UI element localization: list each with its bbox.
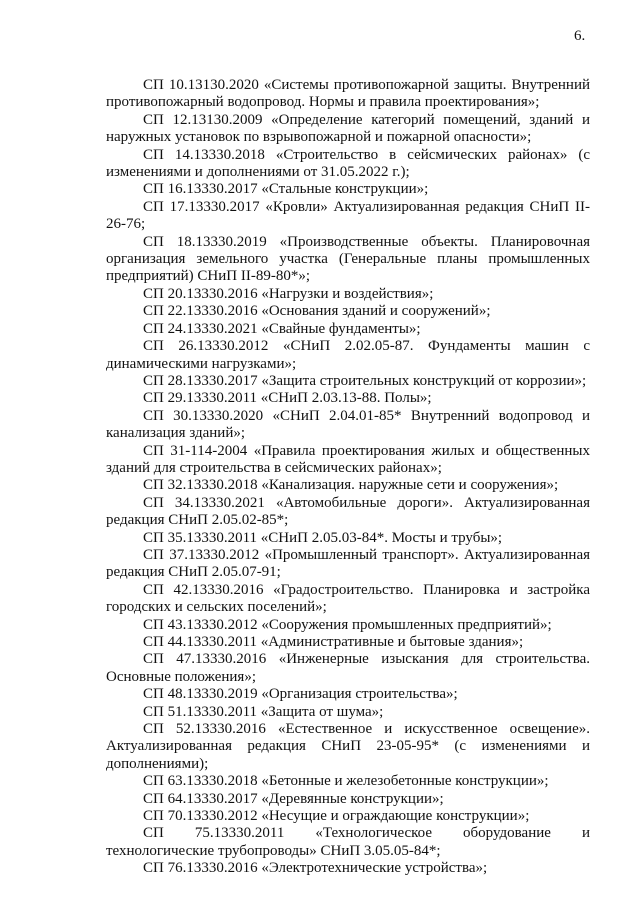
list-item: СП 28.13330.2017 «Защита строительных конструкций от коррозии»; bbox=[143, 372, 587, 389]
list-item: СП 64.13330.2017 «Деревянные конструкции»; bbox=[143, 790, 444, 807]
list-item: СП 51.13330.2011 «Защита от шума»; bbox=[143, 703, 384, 720]
list-item: СП 22.13330.2016 «Основания зданий и сооружений»; bbox=[143, 303, 491, 320]
list-item: СП 26.13330.2012 «СНиП 2.02.05-87. Фундаменты машин с динамическими нагрузками»; bbox=[106, 338, 590, 372]
list-item: СП 20.13330.2016 «Нагрузки и воздействия»; bbox=[143, 285, 434, 302]
list-item: СП 42.13330.2016 «Градостроительство. Планировка и застройка городских и сельских поселений»; bbox=[106, 581, 590, 616]
list-item: СП 52.13330.2016 «Естественное и искусственное освещение». Актуализированная редакция СНиП 23-05-95* (с изменениями и дополнениями); bbox=[106, 721, 590, 772]
list-item: СП 24.13330.2021 «Свайные фундаменты»; bbox=[143, 320, 421, 337]
list-item: СП 47.13330.2016 «Инженерные изыскания для строительства. Основные положения»; bbox=[106, 651, 590, 685]
list-item: СП 35.13330.2011 «СНиП 2.05.03-84*. Мосты и трубы»; bbox=[143, 529, 503, 546]
list-item: СП 34.13330.2021 «Автомобильные дороги». Актуализированная редакция СНиП 2.05.02-85*; bbox=[106, 494, 590, 529]
list-item: СП 48.13330.2019 «Организация строительства»; bbox=[143, 686, 458, 703]
list-item: СП 44.13330.2011 «Административные и бытовые здания»; bbox=[143, 634, 524, 650]
list-item: СП 10.13130.2020 «Системы противопожарной защиты. Внутренний противопожарный водопровод. Нормы и правила проектирования»; bbox=[106, 77, 590, 111]
list-item: СП 43.13330.2012 «Сооружения промышленных предприятий»; bbox=[143, 616, 552, 633]
list-item: СП 63.13330.2018 «Бетонные и железобетонные конструкции»; bbox=[143, 773, 549, 790]
list-item: СП 12.13130.2009 «Определение категорий помещений, зданий и наружных установок по взрывопожарной и пожарной опасности»; bbox=[106, 111, 590, 146]
page-number: 6. bbox=[574, 28, 586, 44]
list-item: СП 76.13330.2016 «Электротехнические устройства»; bbox=[143, 860, 488, 877]
list-item: СП 70.13330.2012 «Несущие и ограждающие конструкции»; bbox=[143, 808, 530, 825]
list-item: СП 31-114-2004 «Правила проектирования жилых и общественных зданий для строительства в сейсмических районах»; bbox=[106, 442, 590, 476]
list-item: СП 75.13330.2011 «Технологическое оборудование и технологические трубопроводы» СНиП 3.05.05-84*; bbox=[106, 825, 590, 859]
list-item: СП 17.13330.2017 «Кровли» Актуализированная редакция СНиП II-26-76; bbox=[106, 198, 590, 233]
list-item: СП 30.13330.2020 «СНиП 2.04.01-85* Внутренний водопровод и канализация зданий»; bbox=[106, 407, 590, 442]
list-item: СП 16.13330.2017 «Стальные конструкции»; bbox=[143, 181, 429, 198]
list-item: СП 29.13330.2011 «СНиП 2.03.13-88. Полы»; bbox=[143, 390, 432, 407]
list-item: СП 32.13330.2018 «Канализация. наружные сети и сооружения»; bbox=[143, 477, 559, 494]
list-item: СП 14.13330.2018 «Строительство в сейсмических районах» (с изменениями и дополнениями от 31.05.2022 г.); bbox=[106, 146, 590, 181]
list-item: СП 37.13330.2012 «Промышленный транспорт». Актуализированная редакция СНиП 2.05.07-91; bbox=[106, 546, 590, 581]
list-item: СП 18.13330.2019 «Производственные объекты. Планировочная организация земельного участка (Генеральные планы промышленных предприятий) СНиП II-89-80*»; bbox=[106, 233, 590, 285]
standards-list bbox=[106, 77, 590, 878]
